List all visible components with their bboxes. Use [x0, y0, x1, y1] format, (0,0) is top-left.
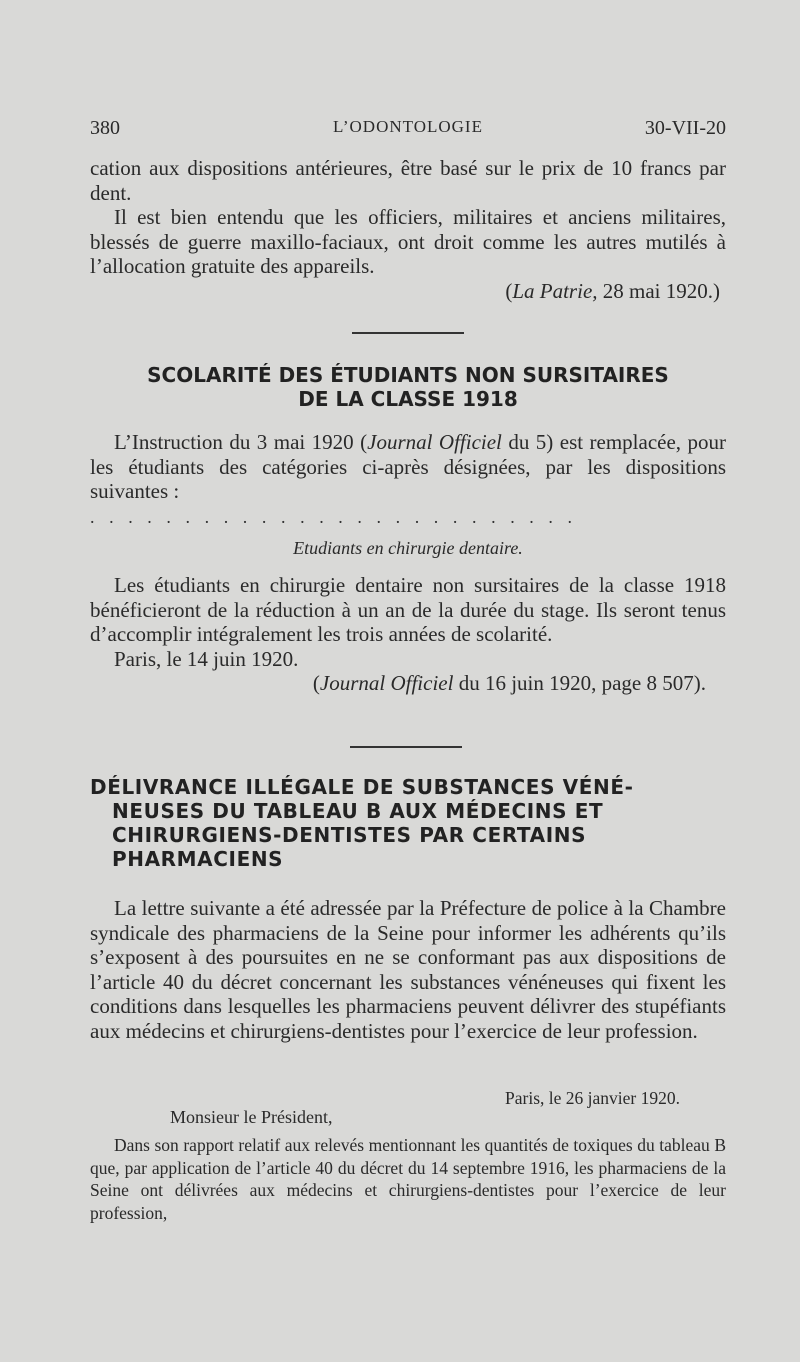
text: L’Instruction du 3 mai 1920 (	[114, 430, 368, 454]
section-title-delivrance	[90, 775, 726, 871]
source-title: La Patrie,	[512, 278, 598, 303]
paragraph: Dans son rapport relatif aux relevés mentionnant les quantités de toxiques du tableau B que, par application de l’article 40 du décret du 14 septembre 1916, les pharmaciens de la Seine ont délivrées aux médecins et chirurgiens-dentistes pour l’exercice de leur profession,	[90, 1135, 726, 1223]
running-header	[90, 117, 726, 143]
section1-intro	[90, 430, 726, 504]
paragraph: La lettre suivante a été adressée par la Préfecture de police à la Chambre syndicale des pharmaciens de la Seine pour informer les adhérents qu’ils s’exposent à des poursuites en ne se conformant pas aux dispositions de l’article 40 du décret concernant les substances vénéneuses qui fixent les conditions dans lesquelles les pharmaciens peuvent délivrer des stupéfiants aux médecins et chirurgiens-dentistes pour l’exercice de leur profession.	[90, 896, 726, 1043]
title-line: DÉLIVRANCE ILLÉGALE DE SUBSTANCES VÉNÉ-	[90, 775, 634, 799]
paragraph	[90, 430, 726, 504]
title-line: SCOLARITÉ DES ÉTUDIANTS NON SURSITAIRES	[147, 363, 669, 387]
title-line: PHARMACIENS	[112, 847, 284, 871]
place-date: Paris, le 14 juin 1920.	[114, 646, 299, 671]
section-divider	[350, 746, 462, 748]
title-line: NEUSES DU TABLEAU B AUX MÉDECINS ET	[112, 799, 604, 823]
source-citation: (Journal Officiel du 16 juin 1920, page 8 507).	[312, 671, 706, 696]
letter-date: Paris, le 26 janvier 1920.	[505, 1088, 680, 1108]
section-title-scolarite	[90, 363, 726, 411]
journal-name: Journal Officiel	[319, 671, 454, 696]
paragraph: Les étudiants en chirurgie dentaire non sursitaires de la classe 1918 bénéficieront de la réduction à un an de la durée du stage. Ils seront tenus d’accomplir intégralement les trois années de scolarité.	[90, 573, 726, 647]
letter-salutation: Monsieur le Président,	[170, 1107, 333, 1127]
journal-title: L’ODONTOLOGIE	[333, 117, 483, 136]
section-divider	[352, 332, 464, 334]
journal-name: Journal Officiel	[367, 430, 502, 454]
block-continuation	[90, 156, 726, 304]
subsection-title: Etudiants en chirurgie dentaire.	[293, 538, 523, 558]
ellipsis-row: ..........................	[90, 507, 587, 527]
letter-body	[90, 1134, 726, 1224]
issue-date: 30-VII-20	[644, 117, 726, 139]
page-number: 380	[90, 117, 120, 139]
title-line: DE LA CLASSE 1918	[298, 387, 518, 411]
section1-body	[90, 573, 726, 696]
source-date: du 16 juin 1920, page 8 507).	[453, 671, 706, 696]
source-citation: (La Patrie, 28 mai 1920.)	[505, 278, 720, 303]
paragraph: Il est bien entendu que les officiers, militaires et anciens militaires, blessés de guerre maxillo-faciaux, ont droit comme les autres mutilés à l’allocation gratuite des appareils.	[90, 205, 726, 279]
paragraph: cation aux dispositions antérieures, être basé sur le prix de 10 francs par dent.	[90, 156, 726, 205]
title-line: CHIRURGIENS-DENTISTES PAR CERTAINS	[112, 823, 587, 847]
source-date: 28 mai 1920.)	[597, 278, 720, 303]
section2-intro	[90, 896, 726, 1044]
text: du 5) est remplacée, pour les étudiants des catégories ci-après désignées, par les dispositions suivantes :	[90, 430, 726, 504]
